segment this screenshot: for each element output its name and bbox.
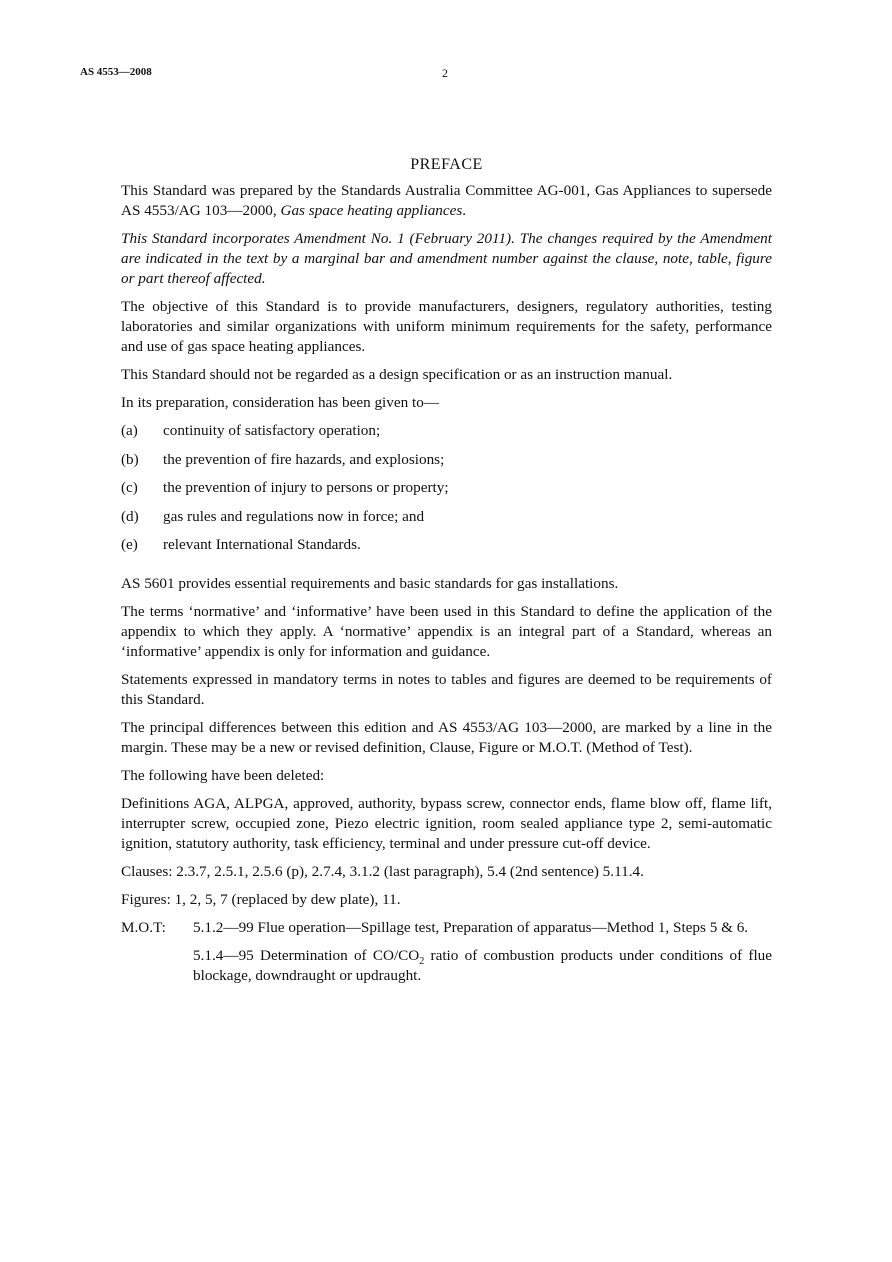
list-item-text: the prevention of injury to persons or property; xyxy=(163,479,449,496)
mot-item: 5.1.2—99 Flue operation—Spillage test, Preparation of apparatus—Method 1, Steps 5 & 6. xyxy=(193,918,749,936)
section-title: PREFACE xyxy=(410,156,483,173)
paragraph-deleted-figures: Figures: 1, 2, 5, 7 (replaced by dew plate), 11. xyxy=(121,890,401,908)
paragraph-committee: This Standard was prepared by the Standards Australia Committee AG-001, Gas Appliances to supersede AS 4553/AG 103—2000, Gas space heating appliances. xyxy=(121,182,772,219)
paragraph-consideration-intro: In its preparation, consideration has been given to— xyxy=(121,394,440,411)
paragraph-not-design-spec: This Standard should not be regarded as a design specification or as an instruction manual. xyxy=(121,366,673,383)
paragraph-normative-informative: The terms ‘normative’ and ‘informative’ have been used in this Standard to define the application of the appendix to which they apply. A ‘normative’ appendix is an integral part of a Standard, whereas an ‘informative’ appendix is only for information and guidance. xyxy=(121,602,772,660)
list-item xyxy=(121,478,772,498)
paragraph-deleted-intro: The following have been deleted: xyxy=(121,766,325,784)
page-number: 2 xyxy=(442,66,448,80)
paragraph-deleted-clauses: Clauses: 2.3.7, 2.5.1, 2.5.6 (p), 2.7.4, 3.1.2 (last paragraph), 5.4 (2nd sentence) 5.11.4. xyxy=(121,862,644,880)
list-item xyxy=(121,507,772,527)
list-item-label: (d) xyxy=(121,507,139,525)
spacer xyxy=(121,564,772,574)
mot-block xyxy=(121,918,772,994)
paragraph-as5601: AS 5601 provides essential requirements and basic standards for gas installations. xyxy=(121,574,619,592)
list-item xyxy=(121,535,772,555)
paragraph-amendment: This Standard incorporates Amendment No. 1 (February 2011). The changes required by the Amendment are indicated in the text by a marginal bar and amendment number against the clause, note, table, figure or part thereof affected. xyxy=(121,230,772,287)
document-body xyxy=(121,155,772,1002)
list-item-label: (c) xyxy=(121,479,138,496)
paragraph-deleted-definitions: Definitions AGA, ALPGA, approved, authority, bypass screw, connector ends, flame blow off, flame lift, interrupter screw, occupied zone, Piezo electric ignition, room sealed appliance type 2, semi-automatic ignition, statutory authority, task efficiency, terminal and under pressure cut-off device. xyxy=(121,794,772,852)
paragraph-principal-differences: The principal differences between this edition and AS 4553/AG 103—2000, are marked by a line in the margin. These may be a new or revised definition, Clause, Figure or M.O.T. (Method of Test). xyxy=(121,718,772,756)
paragraph-mandatory-terms: Statements expressed in mandatory terms in notes to tables and figures are deemed to be requirements of this Standard. xyxy=(121,670,772,708)
list-item-text: gas rules and regulations now in force; and xyxy=(163,507,425,525)
consideration-list xyxy=(121,421,772,555)
mot-label: M.O.T: xyxy=(121,918,166,936)
paragraph-objective: The objective of this Standard is to provide manufacturers, designers, regulatory authorities, testing laboratories and similar organizations with uniform minimum requirements for the safety, performance and use of gas space heating appliances. xyxy=(121,298,772,355)
list-item-text: continuity of satisfactory operation; xyxy=(163,422,381,439)
list-item-text: relevant International Standards. xyxy=(163,536,361,553)
list-item xyxy=(121,421,772,441)
page-header xyxy=(80,66,812,86)
superseded-title: Gas space heating appliances xyxy=(280,202,463,219)
mot-item: 5.1.4—95 Determination of $CO/CO_2$ ratio of combustion products under conditions of flue blockage, downdraught or updraught. xyxy=(193,946,773,984)
list-item-label: (a) xyxy=(121,422,138,439)
mot-items xyxy=(193,918,772,994)
standard-id: AS 4553—2008 xyxy=(80,66,152,78)
list-item xyxy=(121,450,772,470)
list-item-label: (e) xyxy=(121,536,138,553)
list-item-label: (b) xyxy=(121,450,139,468)
list-item-text: the prevention of fire hazards, and explosions; xyxy=(163,450,445,468)
